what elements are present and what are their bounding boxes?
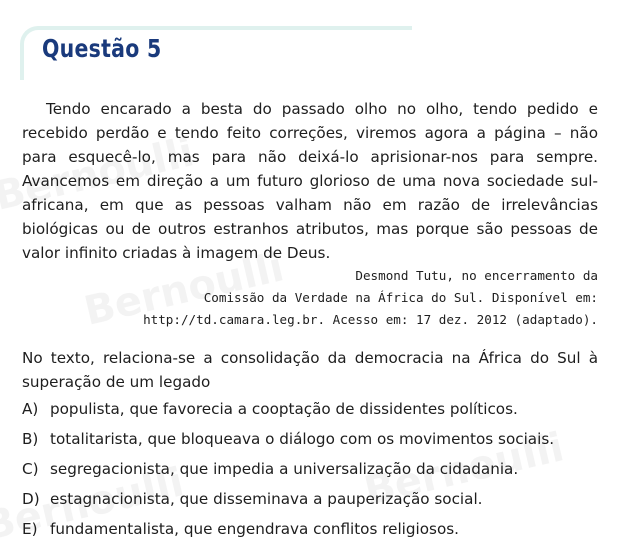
answer-options [22,397,612,547]
passage-text: Tendo encarado a besta do passado olho no olho, tendo pedido e recebido perdão e tendo feito correções, viremos agora a página – não para esquecê-lo, mas para não deixá-lo aprisionar-nos para sempre. Avancemos em direção a um futuro glorioso de uma nova sociedade sul-africana, em que as pessoas valham não em razão de irrelevâncias biológicas ou de outros estranhos atributos, mas porque são pessoas de valor infinito criadas à imagem de Deus. [22,100,598,262]
option-a[interactable] [22,397,612,427]
option-letter: E) [22,520,38,538]
option-text: populista, que favorecia a cooptação de dissidentes políticos. [50,400,518,418]
question-stem: No texto, relaciona-se a consolidação da democracia na África do Sul à superação de um legado [22,349,598,391]
option-letter: C) [22,460,39,478]
option-d[interactable] [22,487,612,517]
option-e[interactable] [22,517,612,547]
option-letter: A) [22,400,39,418]
option-text: segregacionista, que impedia a universalização da cidadania. [50,460,519,478]
option-c[interactable] [22,457,612,487]
source-line-1: Desmond Tutu, no encerramento da [355,268,598,283]
source-citation [143,265,598,331]
option-text: estagnacionista, que disseminava a pauperização social. [50,490,483,508]
option-b[interactable] [22,427,612,457]
option-letter: D) [22,490,40,508]
option-text: totalitarista, que bloqueava o diálogo com os movimentos sociais. [50,430,555,448]
question-title: Questão 5 [42,34,162,63]
source-line-3: http://td.camara.leg.br. Acesso em: 17 dez. 2012 (adaptado). [143,312,598,327]
option-text: fundamentalista, que engendrava conflitos religiosos. [50,520,460,538]
source-line-2: Comissão da Verdade na África do Sul. Disponível em: [203,290,598,305]
option-letter: B) [22,430,39,448]
